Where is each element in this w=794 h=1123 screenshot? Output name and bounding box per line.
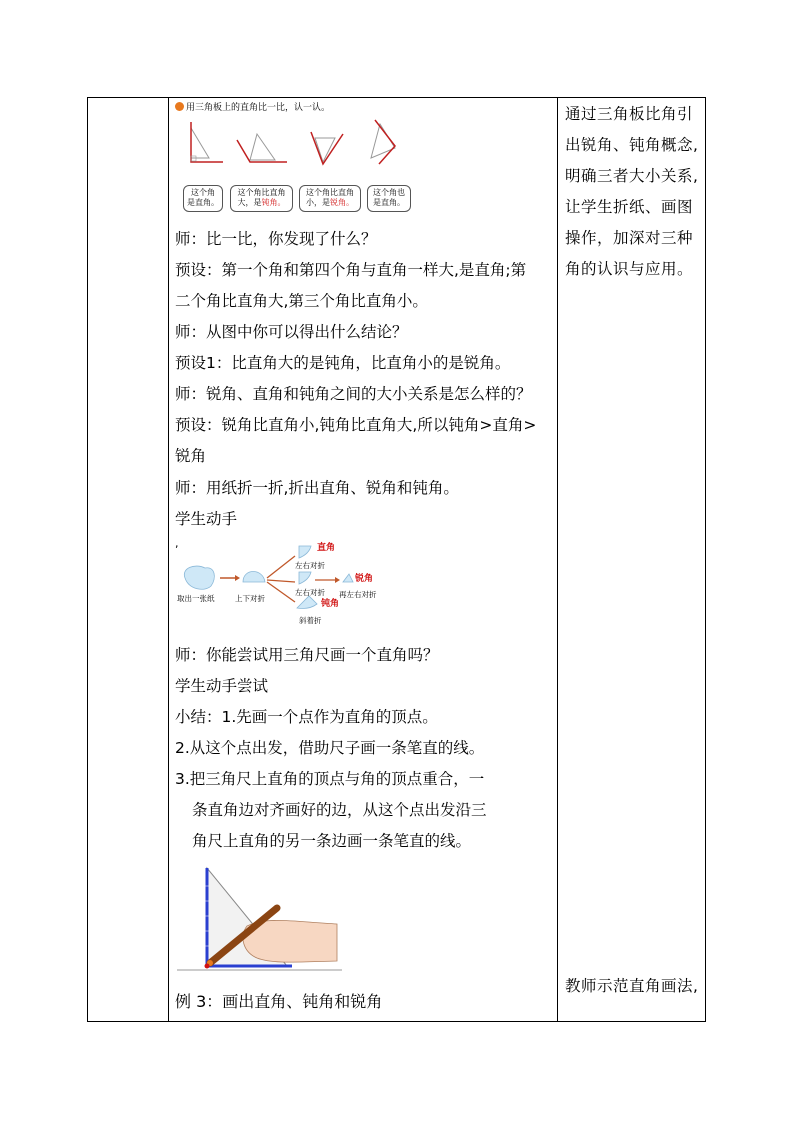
label-obtuse-angle: 钝角 bbox=[321, 599, 340, 609]
text-line-16: 条直角边对齐画好的边，从这个点出发沿三 bbox=[192, 801, 487, 819]
side-note-6: 角的认识与应用。 bbox=[565, 260, 694, 278]
triangle-ruler-1 bbox=[191, 128, 209, 158]
caption-box-1 bbox=[183, 185, 223, 212]
vertex-dot bbox=[205, 964, 210, 969]
text-line-4: 师：从图中你可以得出什么结论？ bbox=[175, 323, 408, 341]
fold-diagram bbox=[175, 538, 405, 630]
triangle-ruler-2 bbox=[250, 134, 275, 160]
label-right-angle: 直角 bbox=[317, 543, 336, 553]
drawing-illustration bbox=[177, 866, 342, 976]
side-column bbox=[559, 98, 707, 1021]
caption-4-line2 bbox=[371, 198, 407, 208]
label-fold-diagonal: 斜着折 bbox=[299, 616, 322, 625]
text-line-2: 预设：第一个角和第四个角与直角一样大,是直角;第 bbox=[175, 261, 527, 279]
caption-box-2 bbox=[230, 185, 293, 212]
caption-1-line2 bbox=[187, 198, 219, 208]
caption-box-4 bbox=[367, 185, 411, 212]
text-line-11: 师：你能尝试用三角尺画一个直角吗？ bbox=[175, 646, 439, 664]
text-line-10: 学生动手 bbox=[175, 510, 238, 528]
stray-mark: , bbox=[175, 537, 179, 550]
text-line-7: 预设：锐角比直角小,钝角比直角大,所以钝角>直角> bbox=[175, 416, 537, 434]
caption-2-line1: 这个角比直角 bbox=[237, 188, 286, 197]
side-note-2: 出锐角、钝角概念, bbox=[565, 136, 699, 154]
caption-1-line2-text: 是直角。 bbox=[187, 198, 219, 207]
label-take-paper: 取出一张纸 bbox=[177, 594, 215, 603]
text-line-9: 师：用纸折一折,折出直角、锐角和钝角。 bbox=[175, 479, 459, 497]
lesson-table bbox=[87, 97, 706, 1022]
caption-box-3 bbox=[299, 185, 361, 212]
caption-2-highlight: 钝角。 bbox=[261, 198, 286, 207]
text-line-15: 3.把三角尺上直角的顶点与角的顶点重合，一 bbox=[175, 770, 485, 788]
instruction-row bbox=[175, 102, 330, 114]
paper-half bbox=[243, 572, 265, 583]
caption-2-line2 bbox=[234, 198, 289, 208]
caption-2-line2-text: 大，是 bbox=[237, 198, 262, 207]
orange-bullet-icon bbox=[175, 102, 184, 111]
arrow-up bbox=[267, 556, 295, 578]
example-title: 例 3：画出直角、钝角和锐角 bbox=[175, 992, 383, 1011]
label-fold-up-down: 上下对折 bbox=[235, 594, 265, 603]
side-note-1: 通过三角板比角引 bbox=[565, 105, 694, 123]
paper-blob bbox=[184, 566, 214, 589]
side-note-3: 明确三者大小关系, bbox=[565, 167, 699, 185]
text-line-6: 师：锐角、直角和钝角之间的大小关系是怎么样的？ bbox=[175, 385, 532, 403]
arrow-1-head bbox=[235, 575, 240, 581]
text-line-12: 学生动手尝试 bbox=[175, 677, 269, 695]
caption-4-line1: 这个角也 bbox=[373, 188, 405, 197]
text-line-3: 二个角比直角大,第三个角比直角小。 bbox=[175, 292, 428, 310]
text-line-1: 师：比一比，你发现了什么？ bbox=[175, 230, 377, 248]
label-fold-left-right-1: 左右对折 bbox=[295, 561, 325, 570]
side-note-4: 让学生折纸、画图 bbox=[565, 198, 694, 216]
main-column bbox=[175, 98, 558, 1021]
instruction-text: 用三角板上的直角比一比，认一认。 bbox=[186, 103, 331, 113]
text-line-13: 小结：1.先画一个点作为直角的顶点。 bbox=[175, 708, 438, 726]
caption-3-line2-text: 小，是 bbox=[306, 198, 330, 207]
arrow-again-head bbox=[335, 577, 340, 583]
paper-obtuse bbox=[297, 596, 317, 609]
fold-diagram-graphics bbox=[175, 538, 405, 630]
column-divider-1 bbox=[168, 98, 169, 1021]
side-note-bottom: 教师示范直角画法, bbox=[565, 977, 699, 995]
caption-3-line2 bbox=[303, 198, 357, 208]
label-acute-angle: 锐角 bbox=[355, 574, 374, 584]
caption-3-line1: 这个角比直角 bbox=[306, 188, 354, 197]
paper-mid bbox=[299, 572, 311, 584]
arrow-down bbox=[267, 582, 295, 602]
label-fold-again: 再左右对折 bbox=[339, 590, 377, 599]
caption-1-line1: 这个角 bbox=[191, 188, 215, 197]
caption-4-line2-text: 是直角。 bbox=[373, 198, 405, 207]
paper-right-angle bbox=[299, 546, 311, 558]
caption-3-highlight: 锐角。 bbox=[330, 198, 354, 207]
side-note-5: 操作，加深对三种 bbox=[565, 229, 694, 247]
text-line-17: 角尺上直角的另一条边画一条笔直的线。 bbox=[192, 832, 472, 850]
text-line-8: 锐角 bbox=[175, 447, 207, 465]
text-line-5: 预设1：比直角大的是钝角，比直角小的是锐角。 bbox=[175, 354, 511, 372]
arrow-mid bbox=[267, 580, 295, 582]
text-line-14: 2.从这个点出发，借助尺子画一条笔直的线。 bbox=[175, 739, 485, 757]
paper-acute bbox=[343, 574, 353, 582]
label-fold-left-right-2: 左右对折 bbox=[295, 588, 325, 597]
triangles-illustration bbox=[175, 118, 425, 178]
